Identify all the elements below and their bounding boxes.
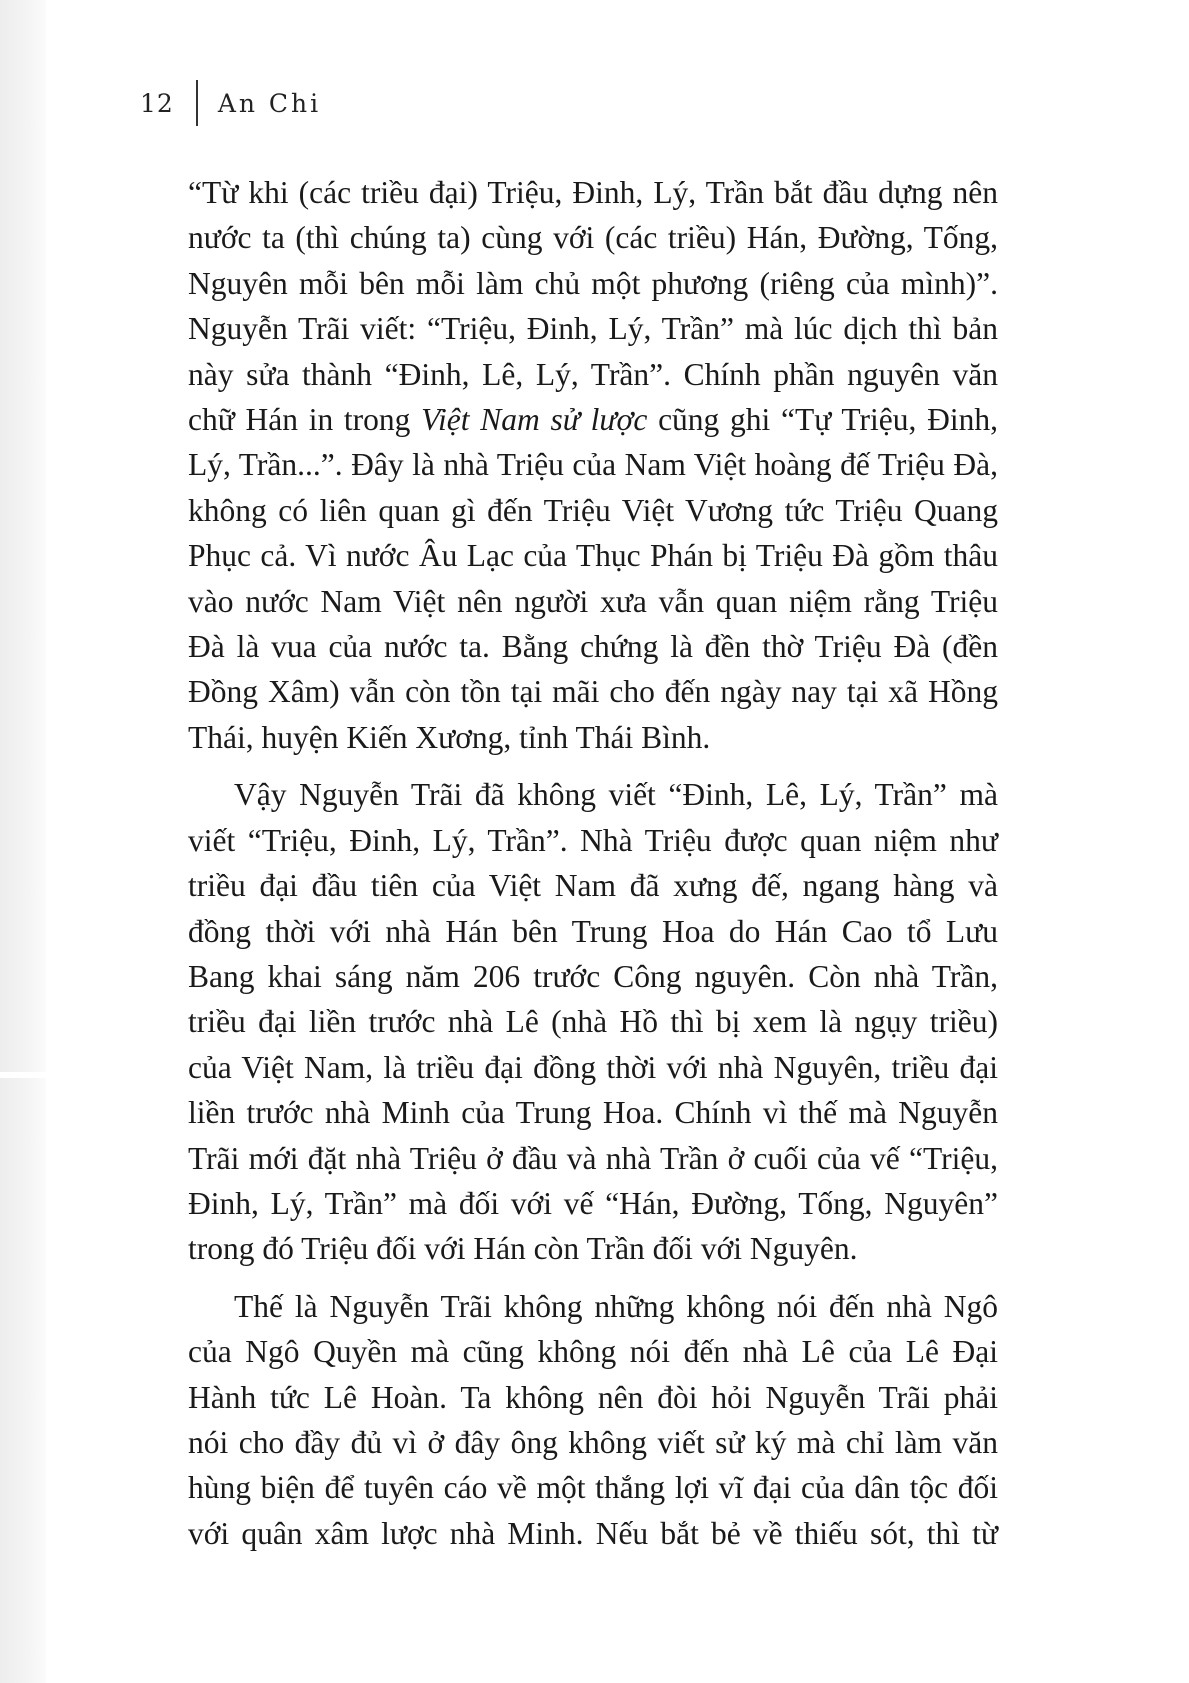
text-line: với quân xâm lược nhà Minh. Nếu bắt bẻ về thiếu sót, thì từ [188,1515,998,1551]
text-line: triều đại đầu tiên của Việt Nam đã xưng đế, ngang hàng và [188,868,998,904]
text-line: Nguyên mỗi bên mỗi làm chủ một phương (riêng của mình)”. [188,265,998,301]
text-line: viết “Triệu, Đinh, Lý, Trần”. Nhà Triệu được quan niệm như [188,822,998,858]
paragraph-2 [188,772,998,1271]
text-line: nói cho đầy đủ vì ở đây ông không viết sử ký mà chỉ làm văn [188,1424,998,1460]
text-run: chữ Hán in trong [188,402,422,438]
text-line: Hành tức Lê Hoàn. Ta không nên đòi hỏi Nguyễn Trãi phải [188,1379,998,1415]
running-head-author: An Chi [217,88,322,118]
text-line: Trãi mới đặt nhà Triệu ở đầu và nhà Trần ở cuối của vế “Triệu, [188,1140,998,1176]
text-line: nước ta (thì chúng ta) cùng với (các triều) Hán, Đường, Tống, [188,220,998,256]
text-line: của Ngô Quyền mà cũng không nói đến nhà Lê của Lê Đại [188,1334,998,1370]
text-line: Lý, Trần...”. Đây là nhà Triệu của Nam Việt hoàng đế Triệu Đà, [188,447,998,483]
text-line: “Từ khi (các triều đại) Triệu, Đinh, Lý, Trần bắt đầu dựng nên [188,175,998,210]
text-line: Thế là Nguyễn Trãi không những không nói đến nhà Ngô [234,1288,998,1324]
book-title-italic: Việt Nam sử lược [421,402,648,438]
text-line-with-title [188,397,998,442]
paragraph-1 [188,170,998,760]
text-line: này sửa thành “Đinh, Lê, Lý, Trần”. Chính phần nguyên văn [188,356,998,392]
paragraph-3 [188,1284,998,1556]
text-line: Đinh, Lý, Trần” mà đối với vế “Hán, Đường, Tống, Nguyên” [188,1185,998,1221]
running-header [140,78,321,128]
text-line: vào nước Nam Việt nên người xưa vẫn quan niệm rằng Triệu [188,583,998,619]
text-line: triều đại liền trước nhà Lê (nhà Hồ thì bị xem là ngụy triều) [188,1004,998,1040]
text-line: Vậy Nguyễn Trãi đã không viết “Đinh, Lê, Lý, Trần” mà [234,777,998,813]
page-number: 12 [140,88,174,118]
text-line: Đồng Xâm) vẫn còn tồn tại mãi cho đến ngày nay tại xã Hồng [188,674,998,710]
text-line: đồng thời với nhà Hán bên Trung Hoa do Hán Cao tổ Lưu [188,913,998,949]
text-line: Bang khai sáng năm 206 trước Công nguyên. Còn nhà Trần, [188,958,998,994]
text-run: cũng ghi “Tự Triệu, Đinh, [647,402,998,438]
text-line: trong đó Triệu đối với Hán còn Trần đối với Nguyên. [188,1231,858,1267]
text-line: Đà là vua của nước ta. Bằng chứng là đền thờ Triệu Đà (đền [188,629,998,665]
text-line: Nguyễn Trãi viết: “Triệu, Đinh, Lý, Trần” mà lúc dịch thì bản [188,311,998,347]
text-line: Phục cả. Vì nước Âu Lạc của Thục Phán bị Triệu Đà gồm thâu [188,538,998,574]
header-divider [196,80,198,126]
page-gutter-shadow [0,0,46,1683]
text-line: của Việt Nam, là triều đại đồng thời với nhà Nguyên, triều đại [188,1049,998,1085]
text-line: liền trước nhà Minh của Trung Hoa. Chính vì thế mà Nguyễn [188,1095,998,1131]
text-line: Thái, huyện Kiến Xương, tỉnh Thái Bình. [188,719,711,755]
text-line: không có liên quan gì đến Triệu Việt Vương tức Triệu Quang [188,492,998,528]
text-line: hùng biện để tuyên cáo về một thắng lợi vĩ đại của dân tộc đối [188,1470,998,1506]
body-text [188,170,998,1556]
